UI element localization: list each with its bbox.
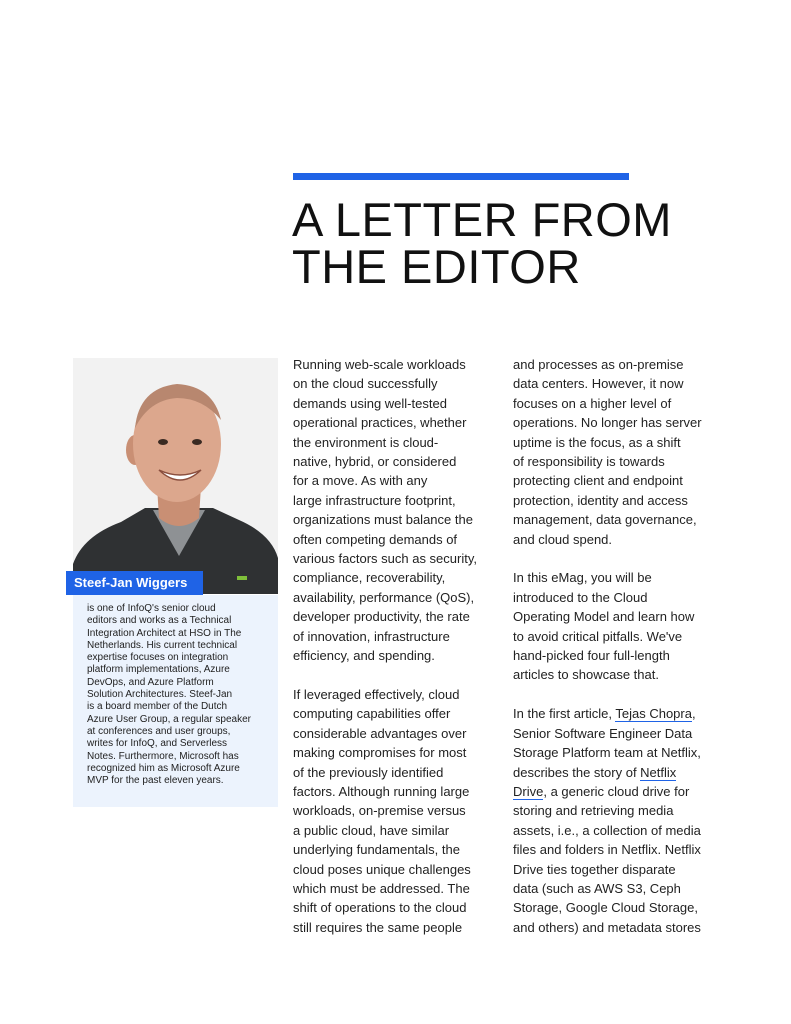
text-column-1 (293, 355, 498, 937)
paragraph: In this eMag, you will be introduced to the Cloud Operating Model and learn how to avoid critical pitfalls. We've hand-picked four full-length articles to showcase that. (513, 570, 695, 683)
title-line-2: THE EDITOR (292, 240, 581, 293)
text-column-2 (513, 355, 728, 937)
title-line-1: A LETTER FROM (292, 193, 672, 246)
author-photo (73, 358, 278, 594)
paragraph (513, 704, 728, 937)
paragraph-text: , Senior Software Engineer Data Storage Platform team at Netflix, describes the story of (513, 706, 701, 780)
link-netflix-drive[interactable]: Netflix (640, 764, 677, 780)
author-bio (73, 595, 278, 807)
author-name: Steef-Jan Wiggers (66, 571, 203, 595)
author-card (73, 358, 278, 807)
paragraph: If leveraged effectively, cloud computing capabilities offer considerable advantages over making compromises for most of the previously identified factors. Although running large workloads, on-premise versus a public cloud, have similar underlying fundamentals, the cloud poses unique challenges which must be addressed. The shift of operations to the cloud still requires the same people (293, 686, 471, 935)
link-netflix-drive-continued[interactable]: Drive (513, 783, 544, 799)
paragraph-text: , a generic cloud drive for storing and retrieving media assets, i.e., a collection of media files and folders in Netflix. Netflix Drive ties together disparate data (such as AWS S3, Ceph Storage, Google Cloud Storage, and others) and metadata stores (513, 783, 701, 935)
title-accent-bar (293, 173, 629, 180)
author-bio-text: is one of InfoQ's senior cloud editors and works as a Technical Integration Architect at HSO in The Netherlands. His current technical expertise focuses on integration platform implementations, Azure DevOps, and Azure Platform Solution Architectures. Steef-Jan is a board member of the Dutch Azure User Group, a regular speaker at conferences and user groups, writes for InfoQ, and Serverless Notes. Furthermore, Microsoft has recognized him as Microsoft Azure MVP for the past eleven years. (87, 603, 251, 787)
paragraph-text: In the first article, (513, 706, 616, 722)
paragraph: and processes as on-premise data centers. However, it now focuses on a higher level of operations. No longer has server uptime is the focus, as a shift of responsibility is towards protecting client and endpoint protection, identity and access management, data governance, and cloud spend. (513, 357, 702, 547)
link-tejas-chopra[interactable]: Tejas Chopra (615, 706, 692, 722)
page-title (292, 193, 672, 293)
paragraph: Running web-scale workloads on the cloud successfully demands using well-tested operational practices, whether the environment is cloud- native, hybrid, or considered for a move. As with any large infrastructure footprint, organizations must balance the often competing demands of various factors such as security, compliance, recoverability, availability, performance (QoS), developer productivity, the rate of innovation, infrastructure efficiency, and spending. (293, 357, 477, 664)
